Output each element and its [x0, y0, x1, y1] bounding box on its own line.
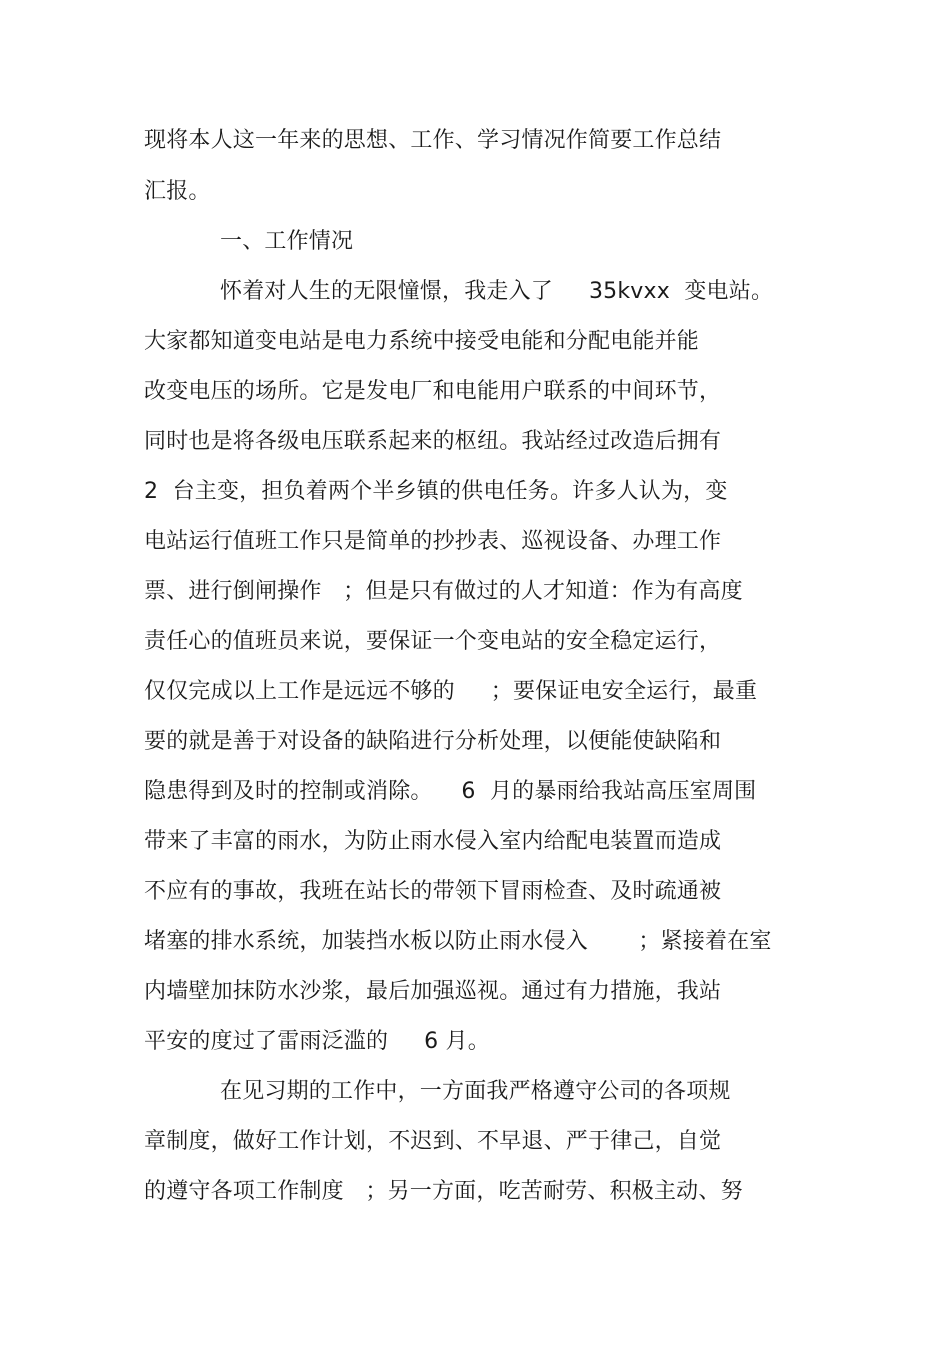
text-line: 内墙壁加抹防水沙浆，最后加强巡视。通过有力措施，我站 — [144, 979, 722, 1004]
text-line: 责任心的值班员来说，要保证一个变电站的安全稳定运行， — [144, 629, 722, 654]
text-line: 票、进行倒闸操作 ；但是只有做过的人才知道：作为有高度 — [144, 579, 743, 604]
text-line: 汇报。 — [144, 179, 211, 204]
text-line: 的遵守各项工作制度 ；另一方面，吃苦耐劳、积极主动、努 — [144, 1179, 743, 1204]
text-line: 堵塞的排水系统，加装挡水板以防止雨水侵入 ；紧接着在室 — [144, 929, 772, 954]
text-line: 平安的度过了雷雨泛滥的 6 月。 — [144, 1029, 490, 1054]
text-line: 要的就是善于对设备的缺陷进行分析处理，以便能使缺陷和 — [144, 729, 722, 754]
paragraph-first-line: 在见习期的工作中，一方面我严格遵守公司的各项规 — [220, 1079, 731, 1104]
paragraph-first-line: 怀着对人生的无限憧憬，我走入了 35kvxx 变电站。 — [220, 279, 774, 304]
text-line: 仅仅完成以上工作是远远不够的 ；要保证电安全运行，最重 — [144, 679, 758, 704]
text-line: 不应有的事故，我班在站长的带领下冒雨检查、及时疏通被 — [144, 879, 722, 904]
text-line: 改变电压的场所。它是发电厂和电能用户联系的中间环节， — [144, 379, 722, 404]
text-line: 2 台主变，担负着两个半乡镇的供电任务。许多人认为，变 — [144, 479, 728, 504]
text-line: 章制度，做好工作计划，不迟到、不早退、严于律己，自觉 — [144, 1129, 722, 1154]
text-line: 现将本人这一年来的思想、工作、学习情况作简要工作总结 — [144, 128, 722, 153]
text-line: 隐患得到及时的控制或消除。 6 月的暴雨给我站高压室周围 — [144, 779, 757, 804]
text-line: 同时也是将各级电压联系起来的枢纽。我站经过改造后拥有 — [144, 429, 722, 454]
text-line: 带来了丰富的雨水，为防止雨水侵入室内给配电装置而造成 — [144, 829, 722, 854]
section-heading: 一、工作情况 — [220, 229, 354, 254]
text-line: 电站运行值班工作只是简单的抄抄表、巡视设备、办理工作 — [144, 529, 722, 554]
text-line: 大家都知道变电站是电力系统中接受电能和分配电能并能 — [144, 329, 700, 354]
